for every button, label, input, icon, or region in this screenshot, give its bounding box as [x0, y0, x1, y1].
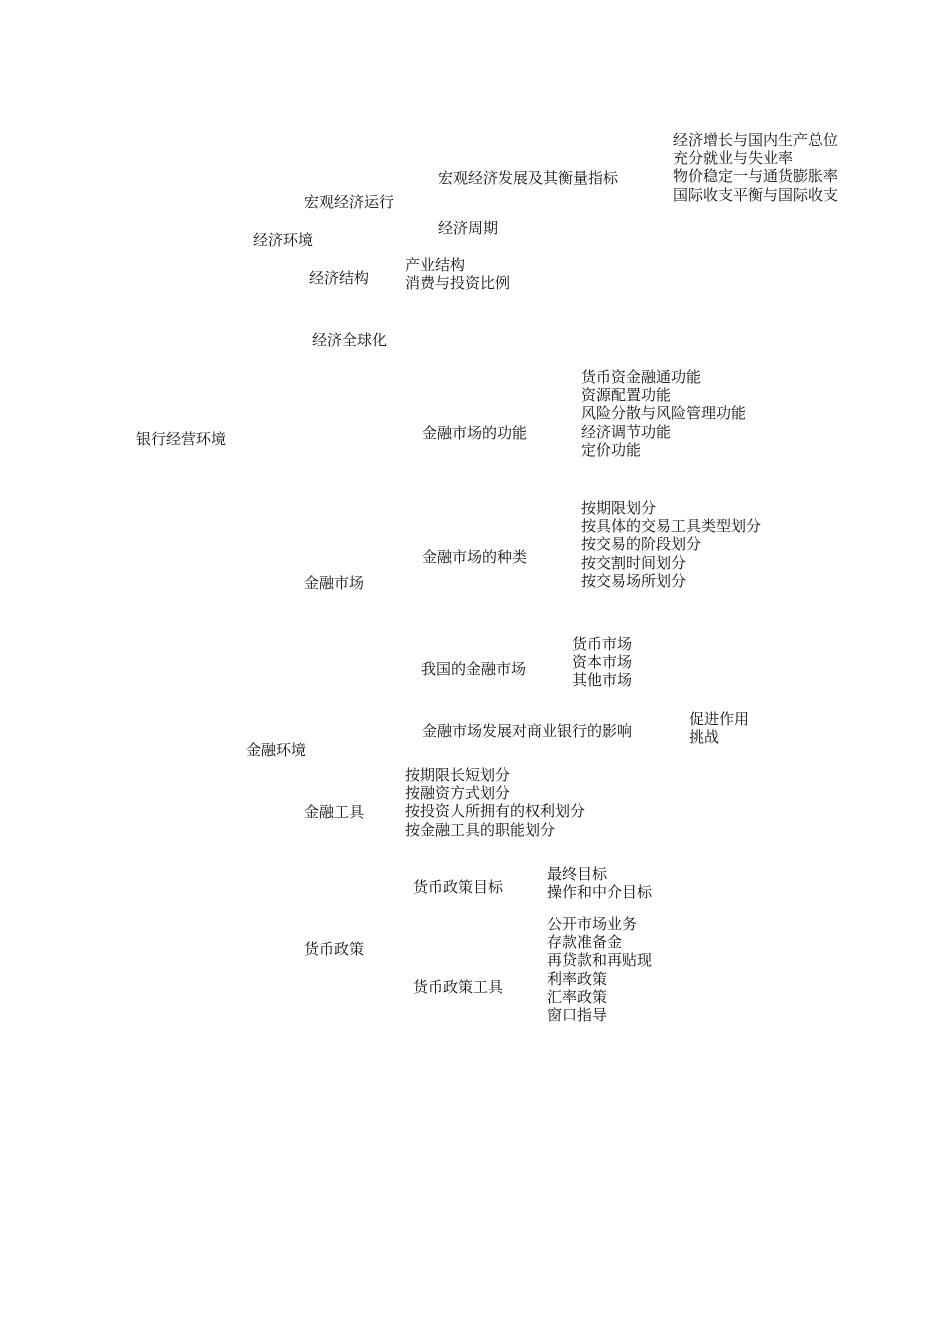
list-item: 货币市场: [572, 635, 633, 653]
business-cycle-node: 经济周期: [438, 219, 499, 237]
list-item: 消费与投资比例: [405, 274, 511, 293]
list-item: 按具体的交易工具类型划分: [581, 517, 762, 536]
list-item: 再贷款和再贴现: [547, 951, 653, 970]
list-item: 促进作用: [689, 710, 750, 728]
china-markets-node: 我国的金融市场: [421, 660, 527, 678]
list-item: 按期限划分: [581, 499, 657, 517]
list-item: 经济调节功能: [581, 422, 672, 441]
list-item: 定价功能: [581, 440, 642, 459]
macro-operation-node: 宏观经济运行: [304, 193, 395, 211]
list-item: 按融资方式划分: [405, 784, 511, 803]
policy-tools-node: 货币政策工具: [413, 978, 504, 996]
list-item: 风险分散与风险管理功能: [581, 404, 747, 423]
monetary-policy-node: 货币政策: [304, 940, 365, 958]
list-item: 资本市场: [572, 653, 633, 672]
market-impact-node: 金融市场发展对商业银行的影响: [422, 722, 633, 740]
development-indicators-node: 宏观经济发展及其衡量指标: [438, 169, 619, 187]
list-item: 操作和中介目标: [547, 883, 653, 902]
market-types-node: 金融市场的种类: [422, 548, 528, 566]
list-item: 窗口指导: [547, 1005, 608, 1024]
development-indicators-list: [673, 131, 838, 204]
list-item: 利率政策: [547, 969, 608, 988]
list-item: 公开市场业务: [547, 915, 638, 933]
policy-tools-list: [547, 915, 652, 1024]
list-item: 资源配置功能: [581, 386, 672, 405]
list-item: 产业结构: [405, 256, 466, 274]
market-types-list: [581, 499, 761, 590]
financial-instruments-list: [405, 766, 585, 839]
list-item: 汇率政策: [547, 987, 608, 1006]
list-item: 挑战: [689, 728, 720, 747]
list-item: 按交易的阶段划分: [581, 535, 702, 554]
globalization-node: 经济全球化: [312, 331, 388, 349]
list-item: 按投资人所拥有的权利划分: [405, 802, 586, 821]
market-functions-node: 金融市场的功能: [422, 424, 528, 442]
list-item: 国际收支平衡与国际收支: [673, 185, 839, 204]
list-item: 充分就业与失业率: [673, 149, 794, 168]
economic-structure-list: [405, 256, 510, 292]
list-item: 存款准备金: [547, 933, 623, 952]
list-item: 按金融工具的职能划分: [405, 820, 556, 839]
market-functions-list: [581, 368, 746, 459]
china-markets-list: [572, 635, 632, 690]
financial-market-node: 金融市场: [304, 574, 365, 592]
economic-env-node: 经济环境: [253, 231, 314, 249]
policy-goals-list: [547, 865, 652, 901]
list-item: 货币资金融通功能: [581, 368, 702, 386]
list-item: 最终目标: [547, 865, 608, 883]
financial-env-node: 金融环境: [246, 741, 307, 759]
list-item: 其他市场: [572, 671, 633, 690]
financial-instruments-node: 金融工具: [304, 803, 365, 821]
root-node: 银行经营环境: [136, 430, 227, 448]
list-item: 按交割时间划分: [581, 553, 687, 572]
list-item: 按期限长短划分: [405, 766, 511, 784]
economic-structure-node: 经济结构: [309, 269, 370, 287]
policy-goals-node: 货币政策目标: [413, 878, 504, 896]
list-item: 经济增长与国内生产总位: [673, 131, 839, 149]
list-item: 物价稳定一与通货膨胀率: [673, 167, 839, 186]
market-impact-list: [689, 710, 749, 746]
list-item: 按交易场所划分: [581, 571, 687, 590]
